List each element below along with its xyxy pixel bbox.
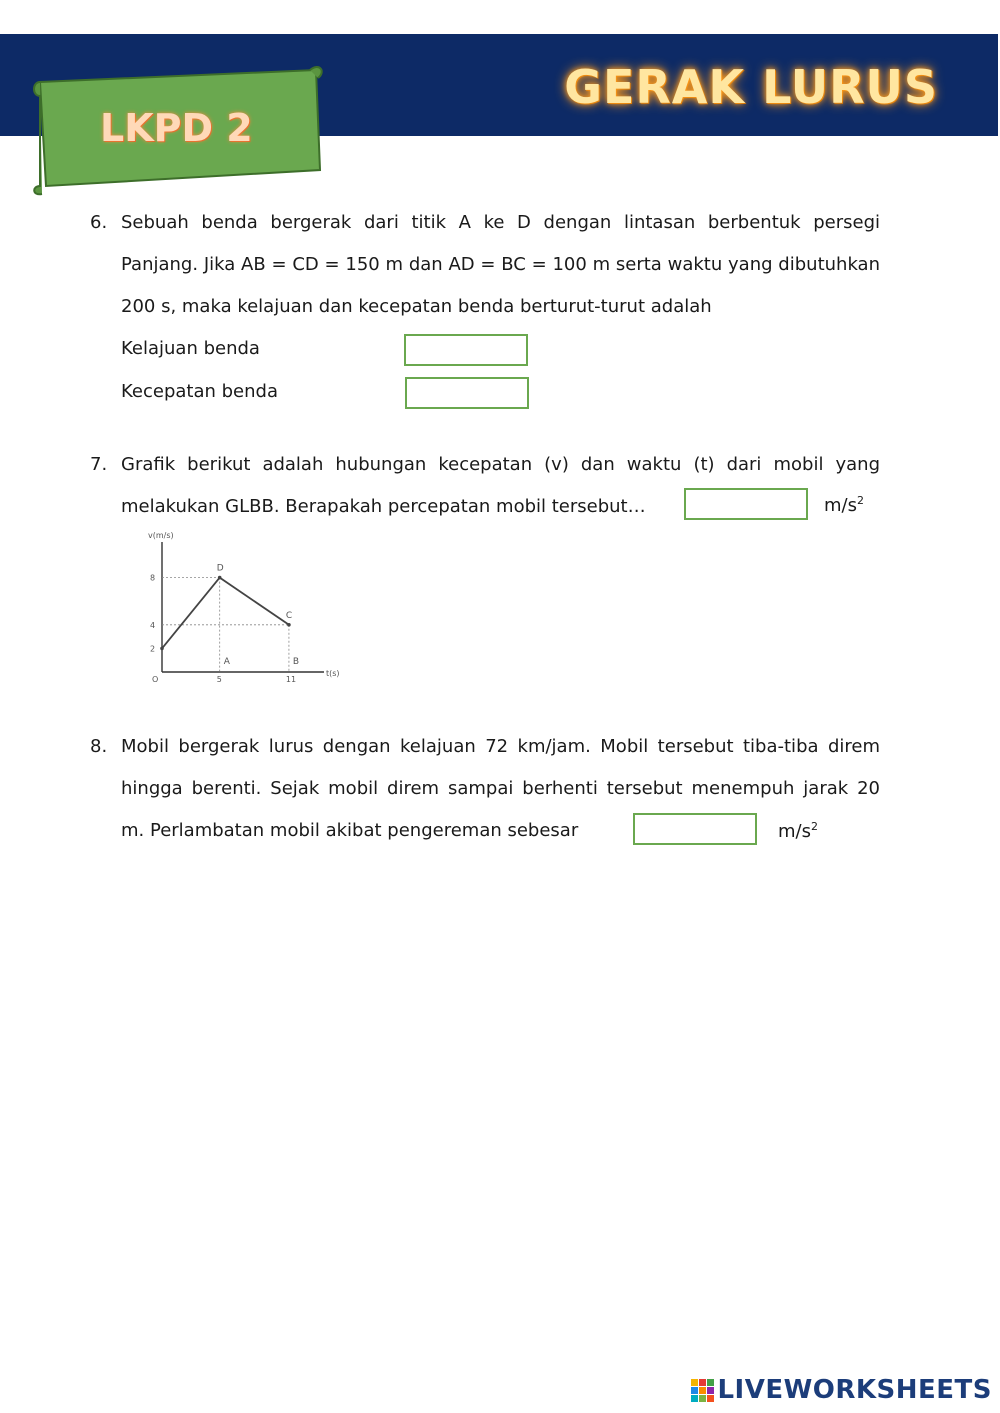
- question-text-line: Sebuah benda bergerak dari titik A ke D dengan lintasan berbentuk persegi: [121, 212, 880, 233]
- badge-scroll: [30, 62, 326, 196]
- unit-label: [824, 494, 864, 516]
- question-text-line: hingga berenti. Sejak mobil direm sampai berhenti tersebut menempuh jarak 20: [121, 778, 880, 799]
- point-label: A: [223, 657, 230, 667]
- data-point: [160, 647, 164, 651]
- perlambatan-input[interactable]: [633, 813, 757, 845]
- x-axis-label: t(s): [326, 669, 340, 678]
- kelajuan-input[interactable]: [404, 334, 528, 366]
- point-label: B: [292, 657, 300, 667]
- question-number: 7.: [90, 454, 108, 475]
- percepatan-input[interactable]: [684, 488, 808, 520]
- question-8: [90, 726, 880, 852]
- field-label-kecepatan: Kecepatan benda: [121, 381, 278, 402]
- question-text-line: 200 s, maka kelajuan dan kecepatan benda berturut-turut adalah: [121, 296, 712, 317]
- badge-label: LKPD 2: [100, 106, 253, 150]
- worksheet-title: GERAK LURUS: [564, 60, 938, 114]
- question-text-line: melakukan GLBB. Berapakah percepatan mobil tersebut…: [121, 496, 646, 517]
- y-tick-label: 4: [150, 620, 156, 630]
- x-tick-label: 11: [285, 675, 297, 684]
- point-label: D: [216, 563, 224, 574]
- question-text-line: Grafik berikut adalah hubungan kecepatan (v) dan waktu (t) dari mobil yang: [121, 454, 880, 475]
- y-tick-label: 2: [150, 644, 156, 654]
- y-tick-label: 8: [150, 573, 156, 583]
- question-text-line: Mobil bergerak lurus dengan kelajuan 72 km/jam. Mobil tersebut tiba-tiba direm: [121, 736, 880, 757]
- unit-text: m/s: [778, 821, 811, 842]
- unit-exponent: 2: [856, 494, 864, 507]
- watermark-text: LIVEWORKSHEETS: [717, 1375, 992, 1405]
- unit-text: m/s: [824, 495, 857, 516]
- unit-label: [778, 820, 818, 842]
- question-6: [90, 202, 880, 328]
- question-text-line: m. Perlambatan mobil akibat pengereman sebesar: [121, 820, 579, 841]
- question-number: 6.: [90, 212, 108, 233]
- velocity-time-graph: [128, 531, 340, 688]
- x-tick-label: 5: [216, 675, 222, 684]
- data-point: [287, 623, 291, 627]
- data-point: [218, 576, 222, 580]
- kecepatan-input[interactable]: [405, 377, 529, 409]
- x-tick-label: O: [152, 675, 159, 684]
- unit-exponent: 2: [810, 820, 818, 833]
- point-label: C: [285, 610, 293, 621]
- velocity-series-line: [162, 578, 289, 649]
- question-number: 8.: [90, 736, 108, 757]
- liveworksheets-watermark: [691, 1375, 992, 1405]
- question-text-line: Panjang. Jika AB = CD = 150 m dan AD = BC = 100 m serta waktu yang dibutuhkan: [121, 254, 880, 275]
- field-label-kelajuan: Kelajuan benda: [121, 338, 260, 359]
- y-axis-label: v(m/s): [148, 531, 174, 540]
- liveworksheets-logo-icon: [691, 1379, 714, 1402]
